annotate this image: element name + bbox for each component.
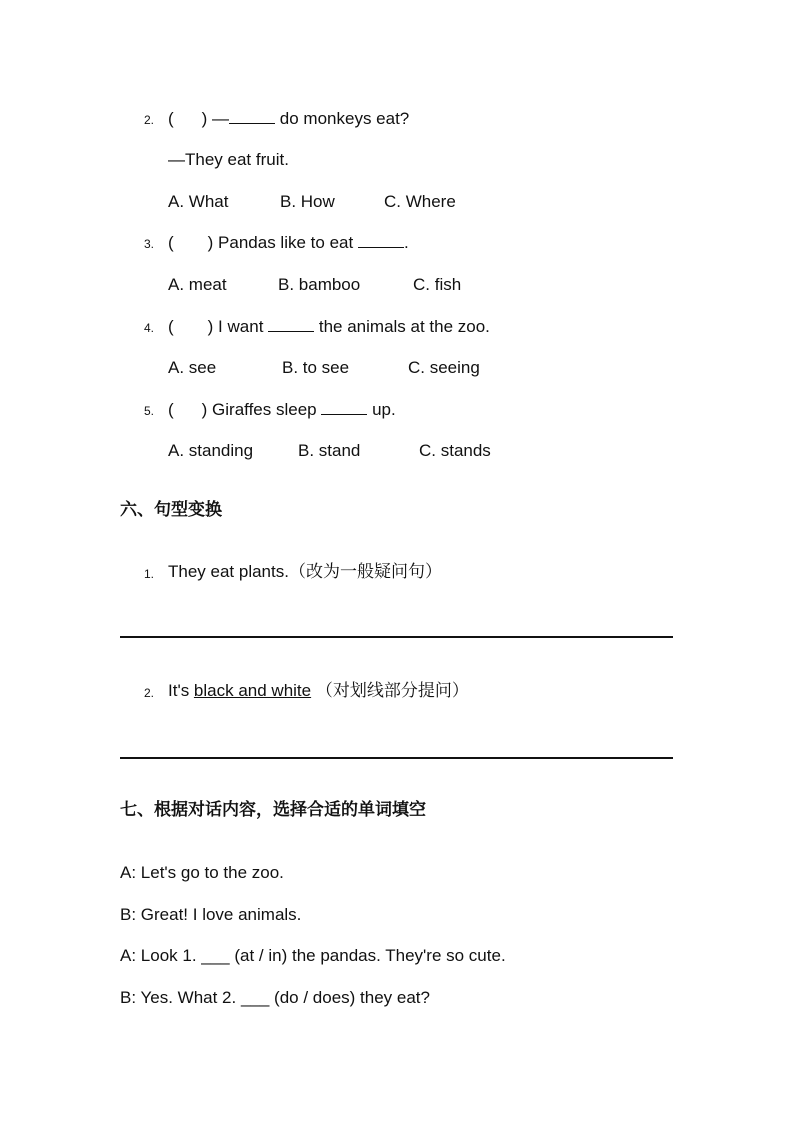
- question-number: 3.: [144, 237, 155, 251]
- section-heading: 七、根据对话内容，选择合适的单词填空: [120, 800, 426, 820]
- answer-blank[interactable]: [358, 247, 404, 248]
- question-stem: ( ) Giraffes sleep up.: [168, 400, 396, 419]
- question-stem: ( ) — do monkeys eat?: [168, 109, 410, 128]
- answer-line[interactable]: [120, 757, 673, 759]
- question-stem: ( ) Pandas like to eat .: [168, 233, 409, 252]
- transform-item: They eat plants.（改为一般疑问句）: [168, 562, 442, 581]
- question-number: 5.: [144, 404, 155, 418]
- option-a: A. see: [168, 358, 217, 377]
- answer-blank[interactable]: [268, 331, 314, 332]
- option-c: C. fish: [413, 275, 462, 294]
- dialogue-line: A: Look 1. ___ (at / in) the pandas. They're so cute.: [120, 946, 506, 965]
- option-b: B. How: [280, 192, 335, 211]
- question-stem: ( ) I want the animals at the zoo.: [168, 317, 490, 336]
- question-number: 2.: [144, 113, 155, 127]
- dialogue-line: B: Yes. What 2. ___ (do / does) they eat?: [120, 988, 430, 1007]
- option-c: C. stands: [419, 441, 491, 460]
- item-number: 2.: [144, 686, 155, 700]
- underlined-phrase: black and white: [193, 681, 312, 700]
- option-b: B. stand: [298, 441, 361, 460]
- transform-item: It's black and white （对划线部分提问）: [168, 681, 469, 700]
- option-b: B. to see: [282, 358, 350, 377]
- option-c: C. seeing: [408, 358, 480, 377]
- option-a: A. standing: [168, 441, 254, 460]
- item-number: 1.: [144, 567, 155, 581]
- option-b: B. bamboo: [278, 275, 361, 294]
- section-heading: 六、句型变换: [120, 500, 222, 520]
- dialogue-line: B: Great! I love animals.: [120, 905, 302, 924]
- option-c: C. Where: [384, 192, 456, 211]
- question-number: 4.: [144, 321, 155, 335]
- answer-blank[interactable]: [229, 123, 275, 124]
- dialogue-line: A: Let's go to the zoo.: [120, 863, 284, 882]
- answer-line: —They eat fruit.: [168, 150, 289, 169]
- answer-line[interactable]: [120, 636, 673, 638]
- answer-blank[interactable]: [321, 414, 367, 415]
- option-a: A. meat: [168, 275, 227, 294]
- option-a: A. What: [168, 192, 229, 211]
